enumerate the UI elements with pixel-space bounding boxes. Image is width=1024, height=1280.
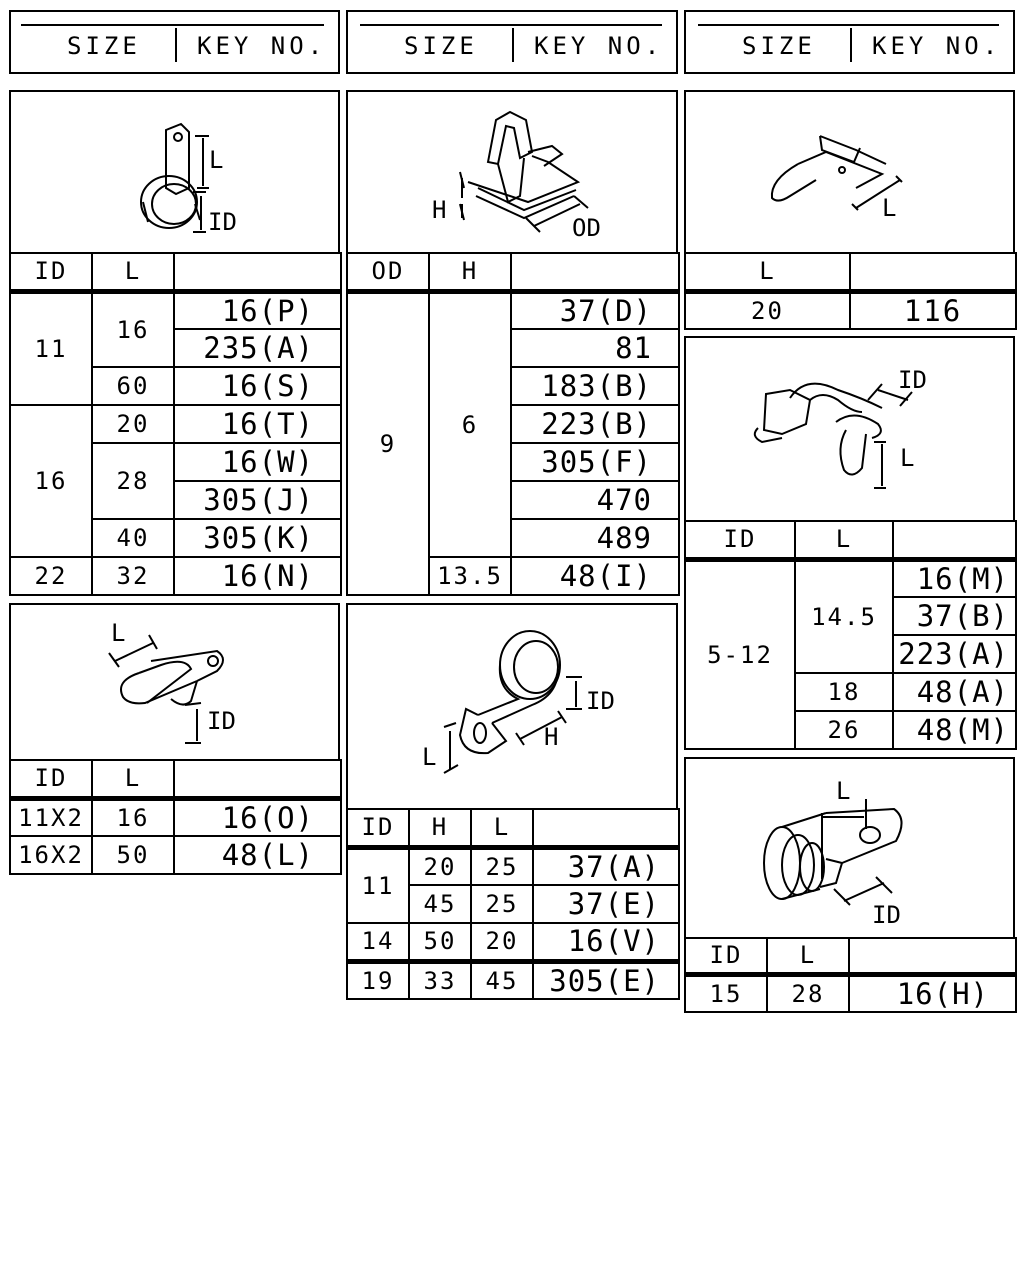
p-clamp-table — [9, 252, 342, 596]
col-header-h: H — [409, 809, 471, 847]
cell-key: 470 — [511, 481, 679, 519]
dim-l-label: L — [882, 194, 897, 222]
offset-clamp-diagram-panel — [346, 603, 678, 808]
cell-key: 223(A) — [893, 635, 1016, 673]
cell-key: 16(H) — [849, 974, 1016, 1012]
dim-l-label: L — [422, 743, 437, 771]
col-header-l: L — [685, 253, 850, 291]
cell-l: 45 — [471, 961, 533, 999]
cell-od: 9 — [347, 291, 429, 595]
cell-key: 48(L) — [174, 836, 341, 874]
header-box-col3 — [684, 10, 1015, 74]
grommet-clip-table — [684, 937, 1017, 1013]
dim-id-label: ID — [207, 707, 236, 735]
cell-key: 116 — [850, 291, 1016, 329]
cell-l: 28 — [92, 443, 174, 519]
cell-l: 14.5 — [795, 559, 893, 673]
grommet-clip-illustration — [686, 759, 1013, 939]
key-no-label: KEY NO. — [197, 32, 327, 60]
cell-h: 13.5 — [429, 557, 511, 595]
cell-key: 16(P) — [174, 291, 341, 329]
cell-l: 20 — [92, 405, 174, 443]
cell-key: 305(F) — [511, 443, 679, 481]
cell-l: 20 — [685, 291, 850, 329]
cell-l: 20 — [471, 923, 533, 961]
cell-l: 28 — [767, 974, 849, 1012]
spring-clip-table — [684, 252, 1017, 330]
cell-key: 16(S) — [174, 367, 341, 405]
col-header-h: H — [429, 253, 511, 291]
cell-id: 5-12 — [685, 559, 795, 749]
col-header-id: ID — [685, 938, 767, 974]
cell-key: 37(D) — [511, 291, 679, 329]
cell-id: 11 — [347, 847, 409, 923]
dim-h-label: H — [544, 723, 559, 751]
col-header-l: L — [795, 521, 893, 559]
dim-od-label: OD — [572, 214, 601, 242]
cell-id: 11X2 — [10, 798, 92, 836]
cell-l: 18 — [795, 673, 893, 711]
cell-key: 16(V) — [533, 923, 679, 961]
cell-key: 305(E) — [533, 961, 679, 999]
offset-clamp-table — [346, 808, 680, 1000]
header-box-col2 — [346, 10, 678, 74]
cell-l: 26 — [795, 711, 893, 749]
dim-id-label: ID — [586, 687, 615, 715]
push-clip-illustration — [348, 92, 676, 254]
cell-id: 15 — [685, 974, 767, 1012]
cell-key: 16(T) — [174, 405, 341, 443]
cell-key: 223(B) — [511, 405, 679, 443]
col-header-l: L — [92, 253, 174, 291]
cell-key: 489 — [511, 519, 679, 557]
loop-clip-table — [9, 759, 342, 875]
cell-h: 45 — [409, 885, 471, 923]
col-header-l: L — [767, 938, 849, 974]
cell-id: 11 — [10, 291, 92, 405]
cell-key: 48(A) — [893, 673, 1016, 711]
spring-clip-illustration — [686, 92, 1013, 254]
col-header-od: OD — [347, 253, 429, 291]
key-no-label: KEY NO. — [872, 32, 1002, 60]
cell-key: 305(J) — [174, 481, 341, 519]
dim-l-label: L — [900, 444, 915, 472]
cell-l: 25 — [471, 847, 533, 885]
offset-clamp-illustration — [348, 605, 676, 808]
col-header-l: L — [471, 809, 533, 847]
push-clip-diagram-panel — [346, 90, 678, 254]
cell-h: 50 — [409, 923, 471, 961]
cell-id: 14 — [347, 923, 409, 961]
cell-key: 37(A) — [533, 847, 679, 885]
loop-clip-illustration — [11, 605, 338, 759]
size-label: SIZE — [742, 32, 816, 60]
cell-id: 22 — [10, 557, 92, 595]
cell-l: 16 — [92, 798, 174, 836]
col-header-l: L — [92, 760, 174, 798]
dim-l-label: L — [209, 146, 224, 174]
cell-key: 183(B) — [511, 367, 679, 405]
cell-l: 40 — [92, 519, 174, 557]
dim-l-label: L — [836, 777, 851, 805]
cell-key: 16(O) — [174, 798, 341, 836]
push-clip-table — [346, 252, 680, 596]
cell-h: 6 — [429, 291, 511, 557]
col-header-id: ID — [10, 760, 92, 798]
loop-clip-diagram-panel — [9, 603, 340, 759]
dim-id-label: ID — [208, 208, 237, 236]
cell-key: 48(I) — [511, 557, 679, 595]
cell-key: 37(E) — [533, 885, 679, 923]
twin-clip-illustration — [686, 338, 1013, 520]
header-box-col1 — [9, 10, 340, 74]
dim-l-label: L — [111, 619, 126, 647]
cell-key: 305(K) — [174, 519, 341, 557]
cell-h: 33 — [409, 961, 471, 999]
cell-l: 25 — [471, 885, 533, 923]
cell-key: 37(B) — [893, 597, 1016, 635]
cell-key: 81 — [511, 329, 679, 367]
cell-id: 16X2 — [10, 836, 92, 874]
spring-clip-diagram-panel — [684, 90, 1015, 254]
cell-l: 16 — [92, 291, 174, 367]
dim-id-label: ID — [898, 366, 927, 394]
cell-h: 20 — [409, 847, 471, 885]
cell-key: 16(W) — [174, 443, 341, 481]
size-label: SIZE — [67, 32, 141, 60]
cell-id: 16 — [10, 405, 92, 557]
key-no-label: KEY NO. — [534, 32, 664, 60]
size-label: SIZE — [404, 32, 478, 60]
cell-id: 19 — [347, 961, 409, 999]
p-clamp-diagram-panel — [9, 90, 340, 254]
col-header-id: ID — [347, 809, 409, 847]
dim-id-label: ID — [872, 901, 901, 929]
col-header-id: ID — [685, 521, 795, 559]
twin-clip-diagram-panel — [684, 336, 1015, 520]
cell-key: 235(A) — [174, 329, 341, 367]
cell-key: 16(M) — [893, 559, 1016, 597]
cell-key: 16(N) — [174, 557, 341, 595]
cell-key: 48(M) — [893, 711, 1016, 749]
col-header-id: ID — [10, 253, 92, 291]
p-clamp-illustration — [11, 92, 338, 254]
dim-h-label: H — [432, 196, 447, 224]
cell-l: 60 — [92, 367, 174, 405]
cell-l: 50 — [92, 836, 174, 874]
twin-clip-table — [684, 520, 1017, 750]
cell-l: 32 — [92, 557, 174, 595]
grommet-clip-diagram-panel — [684, 757, 1015, 939]
